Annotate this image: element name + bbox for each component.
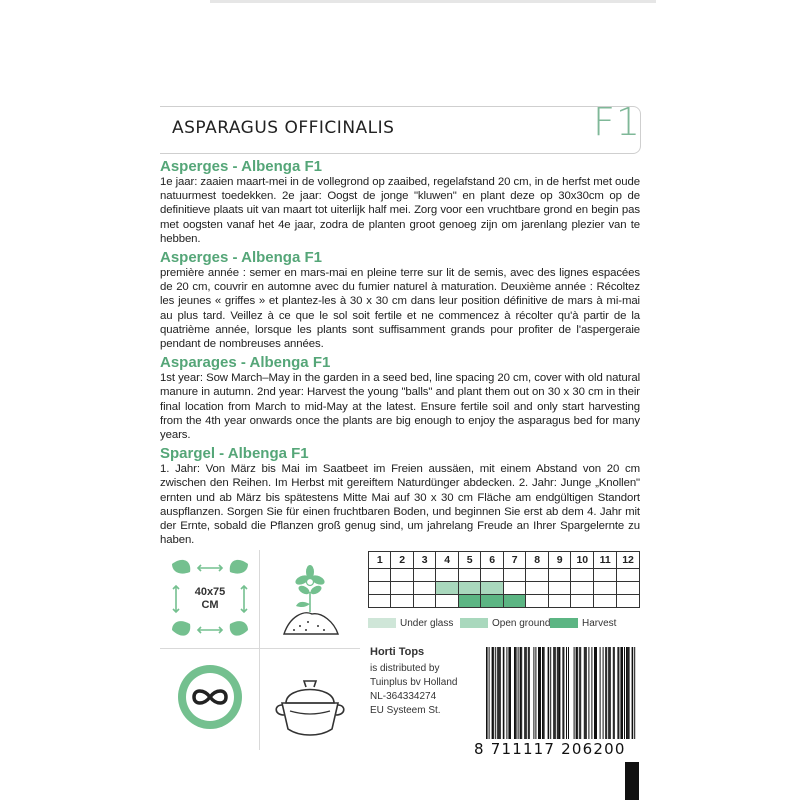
icon-panel — [160, 550, 360, 750]
calendar-cell — [617, 582, 640, 595]
section-french — [160, 249, 640, 351]
calendar-cell — [458, 582, 480, 595]
f1-badge: F1 — [593, 100, 642, 144]
top-edge-line — [210, 0, 656, 3]
distributor-info — [370, 645, 457, 718]
month-cell: 4 — [436, 552, 458, 569]
month-cell: 7 — [503, 552, 525, 569]
calendar-cell — [481, 595, 503, 608]
section-text: première année : semer en mars-mai en pleine terre sur lit de semis, avec des lignes espacées de 20 cm, couvrir en automne avec du fumier naturel à maturation. Deuxième année : Récoltez les jeunes « griffes » et plantez-les à 30 x 30 cm dans leur position définitive de mars à mi-mai au plus tard. Veillez à ce que le sol soit fertile et ne commencez à récolter qu'à partir de la quatrième année, lorsque les plants sont suffisamment grands pour profiter de l'aspergeraie pendant de nombreuses années. — [160, 267, 640, 351]
calendar-cell — [481, 569, 503, 582]
month-cell: 5 — [458, 552, 480, 569]
calendar-cell — [503, 595, 525, 608]
calendar-cell — [548, 595, 570, 608]
section-german — [160, 445, 640, 547]
calendar-cell — [413, 569, 435, 582]
calendar-row-under-glass — [369, 569, 640, 582]
month-cell: 10 — [571, 552, 594, 569]
calendar-row-harvest — [369, 595, 640, 608]
legend-harvest — [550, 618, 616, 629]
calendar-cell — [594, 569, 617, 582]
section-title: Asparages - Albenga F1 — [160, 354, 331, 372]
legend-open-ground — [460, 618, 550, 629]
calendar-cell — [413, 582, 435, 595]
calendar-cell — [369, 582, 391, 595]
month-cell: 8 — [526, 552, 548, 569]
calendar-cell — [526, 582, 548, 595]
section-english — [160, 354, 640, 442]
calendar-months-row — [369, 552, 640, 569]
legend-under-glass — [368, 618, 453, 629]
calendar-cell — [617, 569, 640, 582]
calendar-cell — [594, 595, 617, 608]
calendar-cell — [369, 595, 391, 608]
legend-swatch — [460, 618, 488, 628]
calendar-cell — [571, 582, 594, 595]
month-cell: 12 — [617, 552, 640, 569]
legend-swatch — [368, 618, 396, 628]
calendar-cell — [594, 582, 617, 595]
section-title: Spargel - Albenga F1 — [160, 445, 309, 463]
month-cell: 1 — [369, 552, 391, 569]
distributor-line: Tuinplus bv Holland — [370, 677, 458, 688]
calendar-cell — [571, 569, 594, 582]
calendar-cell — [548, 569, 570, 582]
sowing-calendar — [368, 551, 640, 608]
calendar-cell — [503, 582, 525, 595]
legend-label: Open ground — [492, 618, 551, 629]
barcode — [484, 647, 639, 745]
calendar-legend — [368, 618, 640, 632]
calendar-cell — [458, 595, 480, 608]
spacing-label — [186, 586, 234, 612]
calendar-cell — [503, 569, 525, 582]
legend-label: Harvest — [582, 618, 617, 629]
calendar-cell — [548, 582, 570, 595]
registration-mark — [625, 762, 639, 800]
calendar-cell — [391, 595, 413, 608]
section-title: Asperges - Albenga F1 — [160, 158, 322, 175]
calendar-cell — [391, 569, 413, 582]
instructions — [160, 158, 640, 550]
calendar-row-open-ground — [369, 582, 640, 595]
calendar-cell — [413, 595, 435, 608]
calendar-cell — [526, 595, 548, 608]
distributor-line: NL-364334274 — [370, 691, 437, 702]
calendar-cell — [436, 582, 458, 595]
brand-name: Horti Tops — [370, 646, 425, 658]
month-cell: 9 — [548, 552, 570, 569]
section-text: 1e jaar: zaaien maart-mei in de vollegrond op zaaibed, regelafstand 20 cm, in de herfst met oude natuurmest toedekken. 2e jaar: Oogst de jonge "kluwen" en plant deze op 30x30cm op de definitieve plaats uit van maart tot uiterlijk half mei. Zorg voor een vruchtbare grond en begin pas met oogsten vanaf het 4e jaar, zodra de planten groot genoeg zijn om jarenlang plezier van te hebben. — [160, 176, 640, 245]
legend-label: Under glass — [400, 618, 454, 629]
month-cell: 11 — [594, 552, 617, 569]
sowing-plant-icon — [260, 550, 360, 648]
spacing-unit: CM — [201, 599, 219, 611]
calendar-cell — [436, 569, 458, 582]
perennial-infinity-icon — [160, 649, 259, 750]
section-text: 1st year: Sow March–May in the garden in a seed bed, line spacing 20 cm, cover with old natural manure in autumn. 2nd year: Harvest the young "balls" and plant them out on 30 x 30 cm in their final location from March to mid-May at the latest. Ensure fertile soil and only start harvesting from the 4th year onwards once the plants are big enough to enjoy the asparagus bed for many years. — [160, 372, 640, 442]
calendar-grid — [368, 551, 640, 608]
calendar-cell — [571, 595, 594, 608]
section-dutch — [160, 158, 640, 246]
month-cell: 2 — [391, 552, 413, 569]
legend-swatch — [550, 618, 578, 628]
month-cell: 3 — [413, 552, 435, 569]
calendar-cell — [481, 582, 503, 595]
month-cell: 6 — [481, 552, 503, 569]
calendar-cell — [369, 569, 391, 582]
calendar-cell — [458, 569, 480, 582]
distributor-line: is distributed by — [370, 663, 440, 674]
barcode-number: 8 711117 206200 — [474, 740, 626, 758]
section-title: Asperges - Albenga F1 — [160, 249, 322, 267]
pot-icon — [260, 649, 360, 750]
calendar-cell — [391, 582, 413, 595]
distributor-line: EU Systeem St. — [370, 705, 441, 716]
species-name: ASPARAGUS OFFICINALIS — [172, 118, 395, 138]
calendar-cell — [526, 569, 548, 582]
calendar-cell — [617, 595, 640, 608]
calendar-cell — [436, 595, 458, 608]
section-text: 1. Jahr: Von März bis Mai im Saatbeet im Freien aussäen, mit einem Abstand von 20 cm zwischen den Reihen. Im Herbst mit gereiftem Naturdünger abdecken. 2. Jahr: Junge „Knollen" ernten und ab März bis spätestens Mitte Mai auf 30 x 30 cm Fläche am endgültigen Standort auspflanzen. Sorgen Sie für einen fruchtbaren Boden, und beginnen Sie erst ab dem 4. Jahr mit der Ernte, sobald die Pflanzen groß genug sind, um jahrelang Freude an Ihrer Spargelernte zu haben. — [160, 463, 640, 547]
spacing-value: 40x75 — [194, 586, 226, 598]
